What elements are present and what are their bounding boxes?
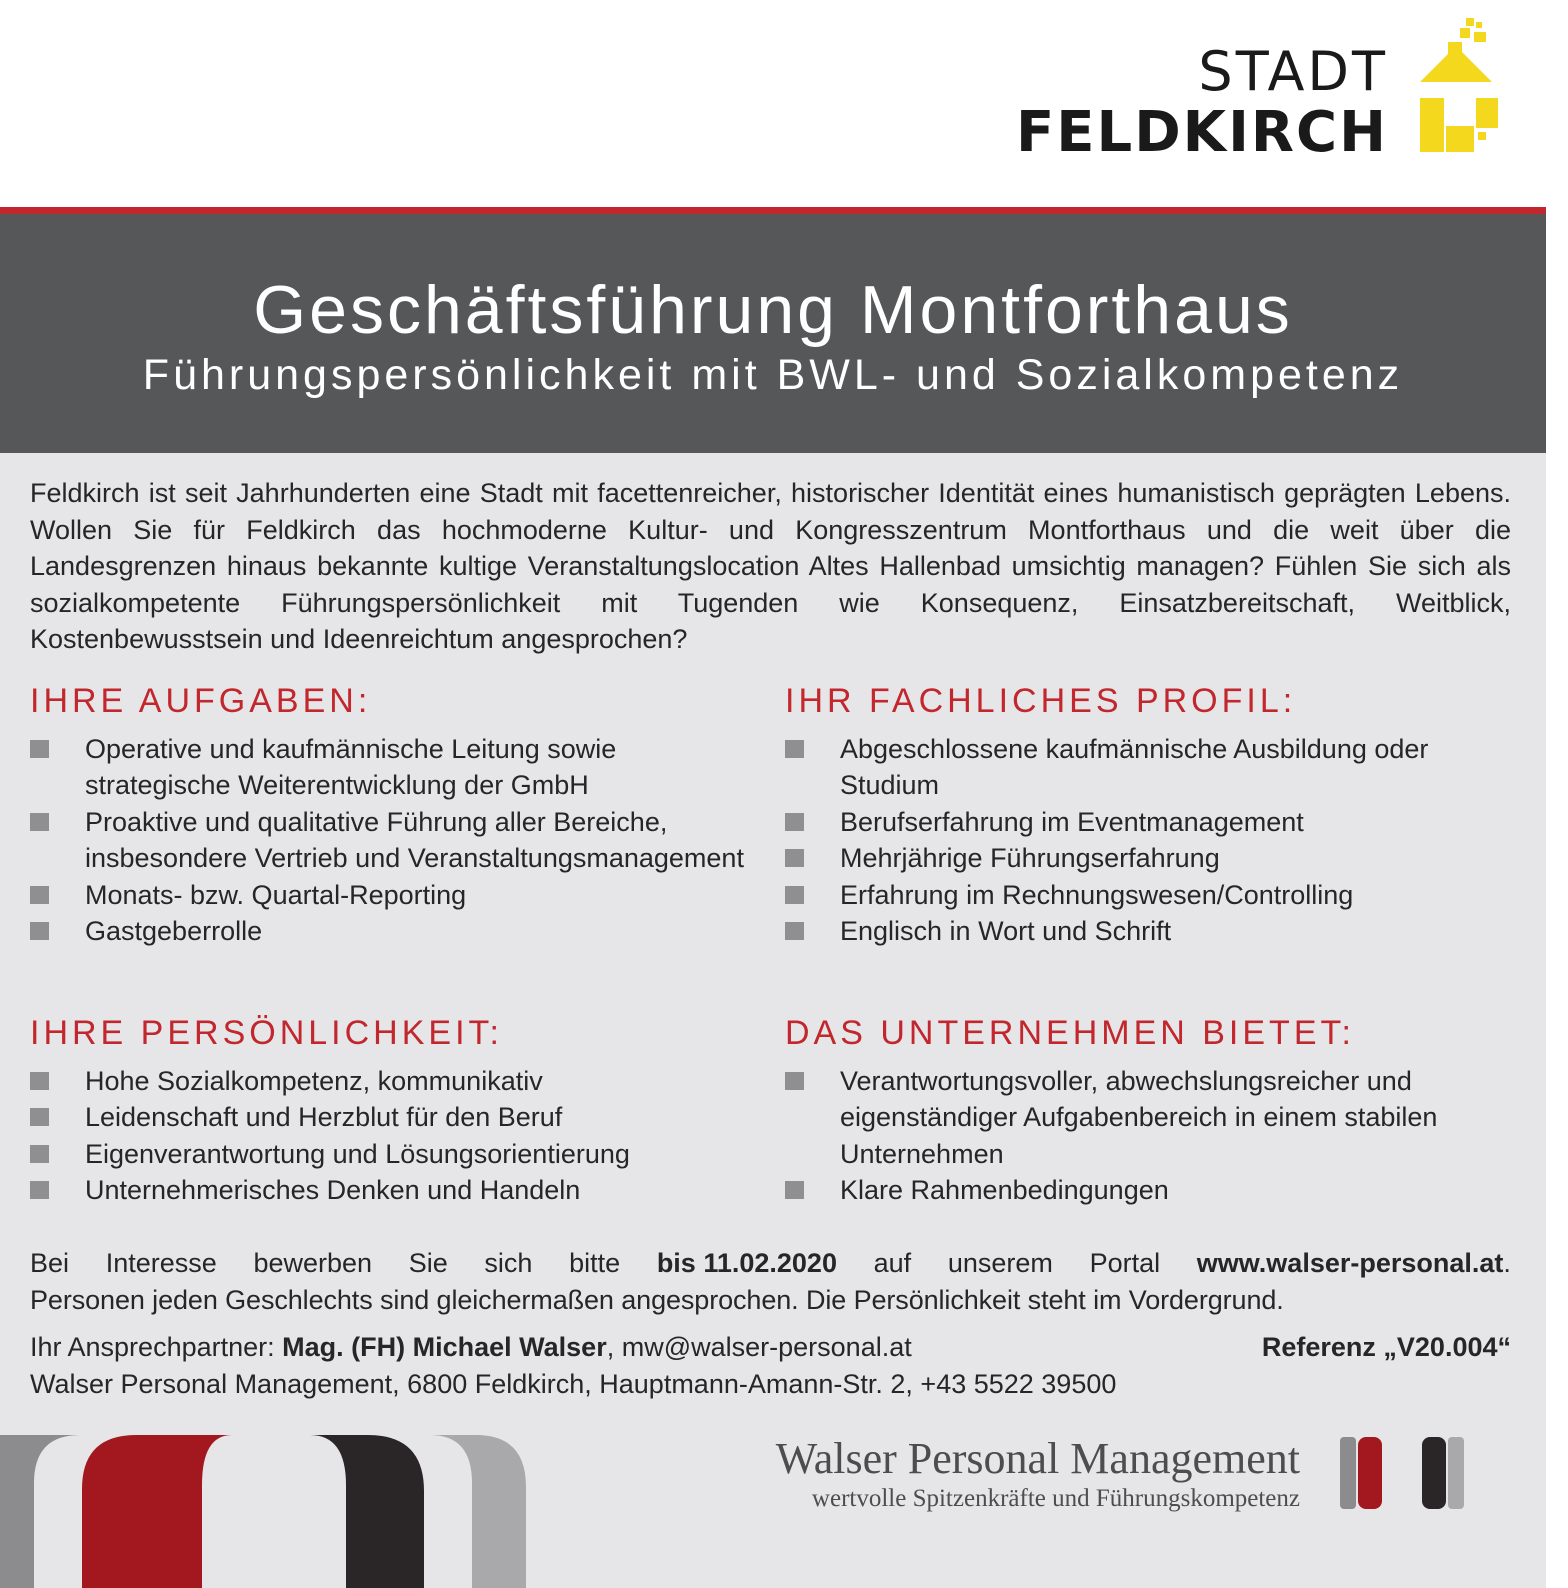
list-item-text: Klare Rahmenbedingungen xyxy=(840,1175,1169,1206)
list-item-text: Verantwortungsvoller, abwechslungsreicher und eigenständiger Aufgabenbereich in einem stabilen Unternehmen xyxy=(840,1066,1438,1169)
list-item-text: Leidenschaft und Herzblut für den Beruf xyxy=(85,1102,563,1133)
logo-stadt-text: STADT xyxy=(1198,40,1388,103)
list-item-text: Englisch in Wort und Schrift xyxy=(840,916,1172,947)
job-title: Geschäftsführung Montforthaus xyxy=(253,272,1293,348)
feldkirch-logo-icon xyxy=(1420,18,1504,158)
list-item xyxy=(785,840,1505,876)
intro-paragraph: Feldkirch ist seit Jahrhunderten eine Stadt mit facettenreicher, historischer Identität eines humanistisch geprägten Lebens. Wollen Sie für Feldkirch das hochmoderne Kultur- und Kongresszentrum Montforthaus und die weit über die Landesgrenzen hinaus bekannte kultige Veranstaltungslocation Altes Hallenbad umsichtig managen? Fühlen Sie sich als sozialkompetente Führungspersönlichkeit mit Tugenden wie Konsequenz, Einsatzbereitschaft, Weitblick, Kostenbewusstsein und Ideenreichtum angesprochen? xyxy=(30,478,1511,654)
apply-word: sich xyxy=(484,1248,533,1278)
apply-word: bitte xyxy=(569,1248,621,1278)
contact-email[interactable]: mw@walser-personal.at xyxy=(621,1332,912,1362)
bullet-list xyxy=(785,1063,1505,1209)
portal-link[interactable]: www.walser-personal.at xyxy=(1196,1248,1504,1278)
list-item xyxy=(30,1063,750,1099)
equality-note: Personen jeden Geschlechts sind gleichermaßen angesprochen. Die Persönlichkeit steht im Vordergrund. xyxy=(30,1285,1284,1315)
application-deadline: bis 11.02.2020 xyxy=(656,1248,837,1278)
application-line xyxy=(30,1245,1511,1282)
square-bullet-icon xyxy=(30,1072,49,1090)
list-item xyxy=(785,1063,1505,1172)
job-subtitle: Führungspersönlichkeit mit BWL- und Sozialkompetenz xyxy=(142,351,1404,399)
bullet-list xyxy=(30,731,750,949)
apply-word: bewerben xyxy=(253,1248,373,1278)
header-red-rule xyxy=(0,207,1546,214)
apply-word: Interesse xyxy=(105,1248,217,1278)
list-item-text: Eigenverantwortung und Lösungsorientierung xyxy=(85,1138,630,1169)
list-item xyxy=(785,877,1505,913)
contact-info xyxy=(30,1329,1511,1403)
section-aufgaben xyxy=(30,681,750,949)
square-bullet-icon xyxy=(785,849,804,867)
apply-word: auf xyxy=(873,1248,912,1278)
square-bullet-icon xyxy=(785,1181,804,1199)
square-bullet-icon xyxy=(30,1181,49,1199)
section-bietet xyxy=(785,1013,1505,1209)
list-item-text: Erfahrung im Rechnungswesen/Controlling xyxy=(840,879,1354,910)
list-item xyxy=(30,913,750,949)
list-item-text: Abgeschlossene kaufmännische Ausbildung oder Studium xyxy=(840,734,1429,801)
list-item xyxy=(785,1172,1505,1208)
contact-name: Mag. (FH) Michael Walser xyxy=(282,1332,607,1362)
list-item-text: Hohe Sozialkompetenz, kommunikativ xyxy=(85,1066,543,1096)
apply-word: Bei xyxy=(30,1248,70,1278)
list-item xyxy=(30,1136,750,1172)
contact-address: Walser Personal Management, 6800 Feldkirch, Hauptmann-Amann-Str. 2, +43 5522 39500 xyxy=(30,1369,1117,1399)
list-item xyxy=(30,1172,750,1208)
section-persoenlichkeit xyxy=(30,1013,750,1209)
title-banner xyxy=(0,214,1546,453)
square-bullet-icon xyxy=(785,740,804,758)
square-bullet-icon xyxy=(30,922,49,940)
apply-word: Sie xyxy=(408,1248,448,1278)
list-item xyxy=(785,913,1505,949)
contact-row xyxy=(30,1329,1511,1366)
list-item xyxy=(785,731,1505,804)
list-item xyxy=(30,1099,750,1135)
square-bullet-icon xyxy=(785,886,804,904)
list-item-text: Operative und kaufmännische Leitung sowie strategische Weiterentwicklung der GmbH xyxy=(85,734,617,801)
square-bullet-icon xyxy=(30,813,49,831)
section-profil xyxy=(785,681,1505,949)
square-bullet-icon xyxy=(30,886,49,904)
list-item-text: Mehrjährige Führungserfahrung xyxy=(840,843,1220,874)
square-bullet-icon xyxy=(30,1145,49,1163)
square-bullet-icon xyxy=(785,922,804,940)
footer-decoration xyxy=(0,1435,530,1588)
list-item-text: Proaktive und qualitative Führung aller Bereiche, insbesondere Vertrieb und Veranstaltungsmanagement xyxy=(85,806,744,874)
walser-logo-icon xyxy=(1340,1435,1464,1511)
section-heading: IHRE AUFGABEN: xyxy=(30,682,372,720)
reference-code: Referenz „V20.004“ xyxy=(1261,1332,1511,1362)
square-bullet-icon xyxy=(785,1072,804,1090)
list-item-text: Berufserfahrung im Eventmanagement xyxy=(840,806,1304,837)
apply-word: Portal xyxy=(1089,1248,1161,1278)
list-item xyxy=(785,804,1505,840)
portal-wrapper: www.walser-personal.at. xyxy=(1196,1248,1511,1278)
list-item xyxy=(30,731,750,804)
list-item xyxy=(30,877,750,913)
square-bullet-icon xyxy=(785,813,804,831)
contact-label: Ihr Ansprechpartner: xyxy=(30,1332,275,1362)
contact-person: Ihr Ansprechpartner: Mag. (FH) Michael Walser, mw@walser-personal.at xyxy=(30,1332,912,1362)
apply-word: unserem xyxy=(947,1248,1053,1278)
square-bullet-icon xyxy=(30,740,49,758)
bullet-list xyxy=(785,731,1505,949)
list-item xyxy=(30,804,750,877)
section-heading: IHR FACHLICHES PROFIL: xyxy=(785,682,1297,720)
logo-feldkirch-text: FELDKIRCH xyxy=(1016,100,1388,165)
footer-tagline: wertvolle Spitzenkräfte und Führungskompetenz xyxy=(811,1485,1300,1512)
section-heading: IHRE PERSÖNLICHKEIT: xyxy=(30,1014,503,1052)
list-item-text: Monats- bzw. Quartal-Reporting xyxy=(85,879,467,910)
list-item-text: Unternehmerisches Denken und Handeln xyxy=(85,1175,581,1206)
square-bullet-icon xyxy=(30,1108,49,1126)
section-heading: DAS UNTERNEHMEN BIETET: xyxy=(785,1014,1355,1052)
footer-company-name: Walser Personal Management xyxy=(775,1434,1300,1483)
list-item-text: Gastgeberrolle xyxy=(85,916,263,947)
bullet-list xyxy=(30,1063,750,1209)
content-area xyxy=(0,453,1546,1588)
application-info xyxy=(30,1245,1511,1319)
